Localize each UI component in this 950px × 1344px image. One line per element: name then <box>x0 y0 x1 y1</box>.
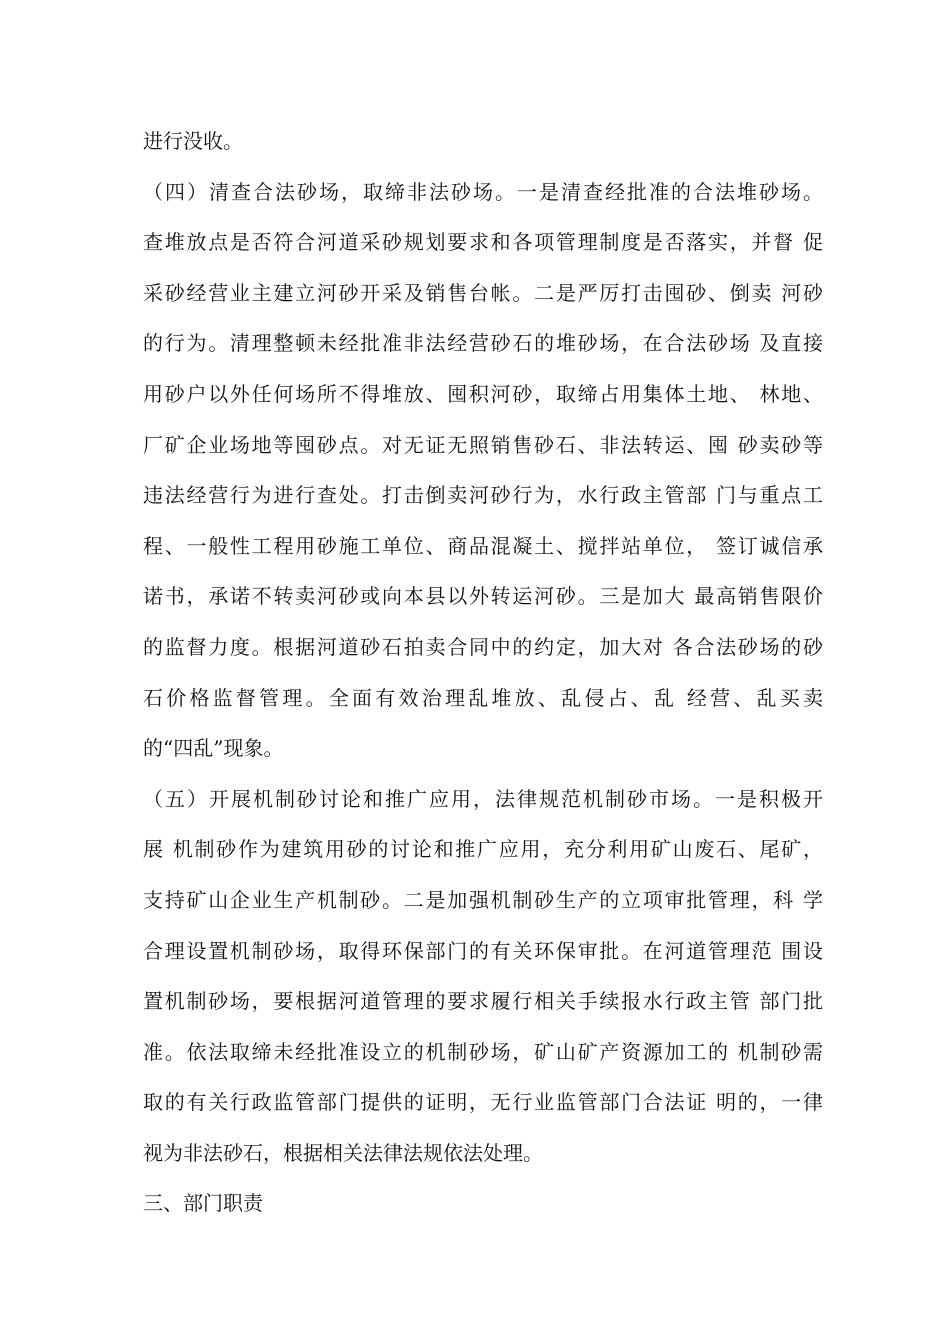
text-line: 准。依法取缔未经批准设立的机制砂场，矿山矿产资源加工的 机制砂需 <box>143 1039 823 1064</box>
text-line: 诺书，承诺不转卖河砂或向本县以外转运河砂。三是加大 最高销售限价 <box>143 584 823 609</box>
text-line: 厂矿企业场地等囤砂点。对无证无照销售砂石、非法转运、囤 砂卖砂等 <box>143 432 823 457</box>
text-line: 程、一般性工程用砂施工单位、商品混凝土、搅拌站单位， 签订诚信承 <box>143 533 823 558</box>
text-line: 用砂户以外任何场所不得堆放、囤积河砂，取缔占用集体土地、 林地、 <box>143 381 823 406</box>
text-line: 支持矿山企业生产机制砂。二是加强机制砂生产的立项审批管理，科 学 <box>143 887 823 912</box>
text-line: （四）清查合法砂场，取缔非法砂场。一是清查经批准的合法堆砂场。 <box>143 179 823 204</box>
text-line: 视为非法砂石，根据相关法律法规依法处理。 <box>143 1140 543 1165</box>
text-line: 查堆放点是否符合河道采砂规划要求和各项管理制度是否落实，并督 促 <box>143 230 823 255</box>
text-line: 的监督力度。根据河道砂石拍卖合同中的约定，加大对 各合法砂场的砂 <box>143 634 823 659</box>
text-line: 三、部门职责 <box>143 1191 263 1216</box>
text-line: 采砂经营业主建立河砂开采及销售台帐。二是严厉打击囤砂、倒卖 河砂 <box>143 280 823 305</box>
text-line: 进行没收。 <box>143 129 243 153</box>
text-line: 的“四乱”现象。 <box>143 736 284 761</box>
body-text <box>143 116 823 1229</box>
text-line: 的行为。清理整顿未经批准非法经营砂石的堆砂场，在合法砂场 及直接 <box>143 331 823 356</box>
text-line: 合理设置机制砂场，取得环保部门的有关环保审批。在河道管理范 围设 <box>143 938 823 963</box>
text-line: （五）开展机制砂讨论和推广应用，法律规范机制砂市场。一是积极开 <box>143 786 823 811</box>
text-line: 置机制砂场，要根据河道管理的要求履行相关手续报水行政主管 部门批 <box>143 989 823 1014</box>
text-line: 展 机制砂作为建筑用砂的讨论和推广应用，充分利用矿山废石、尾矿， <box>143 837 823 862</box>
text-line: 取的有关行政监管部门提供的证明，无行业监管部门合法证 明的，一律 <box>143 1090 823 1115</box>
text-line: 石价格监督管理。全面有效治理乱堆放、乱侵占、乱 经营、乱买卖 <box>143 685 823 710</box>
text-line: 违法经营行为进行查处。打击倒卖河砂行为，水行政主管部 门与重点工 <box>143 483 823 508</box>
